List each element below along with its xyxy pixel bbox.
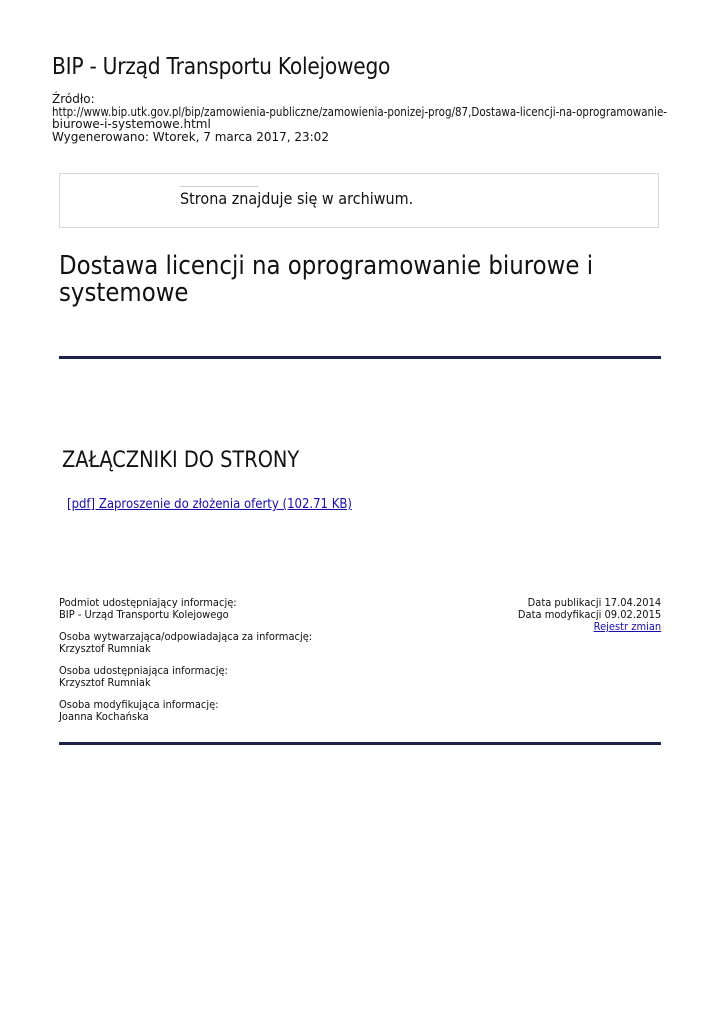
producer-value: Krzysztof Rumniak [59,642,151,655]
archive-notice: Strona znajduje się w archiwum. [180,189,414,208]
source-url-line-1: http://www.bip.utk.gov.pl/bip/zamowienia-publiczne/zamowienia-ponizej-prog/87,Dostawa-licencji-na-oprogramowanie- [52,104,668,119]
generated-timestamp: Wygenerowano: Wtorek, 7 marca 2017, 23:02 [52,129,329,144]
source-info [52,93,692,143]
modifier-group [59,699,312,723]
publisher-label: Osoba udostępniająca informację: [59,664,228,677]
attachment-link-pdf[interactable]: [pdf] Zaproszenie do złożenia oferty (102.71 KB) [67,497,352,512]
metadata-people [59,597,312,733]
subject-group [59,597,312,621]
archive-divider [180,186,258,187]
modification-date: Data modyfikacji 09.02.2015 [517,608,661,621]
changes-register-link[interactable]: Rejestr zmian [593,620,661,633]
modifier-label: Osoba modyfikująca informację: [59,698,219,711]
source-label: Źródło: [52,92,95,106]
top-divider [59,356,661,359]
modifier-value: Joanna Kochańska [59,710,149,723]
publication-date: Data publikacji 17.04.2014 [527,596,661,609]
publisher-group [59,665,312,689]
site-title: BIP - Urząd Transportu Kolejowego [52,54,391,80]
producer-label: Osoba wytwarzająca/odpowiadająca za informację: [59,630,313,643]
source-url-line-2: biurowe-i-systemowe.html [52,117,211,131]
attachments-heading: ZAŁĄCZNIKI DO STRONY [62,448,300,473]
bottom-divider [59,742,661,745]
producer-group [59,631,312,655]
publisher-value: Krzysztof Rumniak [59,676,151,689]
subject-label: Podmiot udostępniający informację: [59,596,237,609]
archive-notice-box [59,173,659,228]
page-title: Dostawa licencji na oprogramowanie biurowe i systemowe [59,251,594,308]
metadata-dates [518,597,661,633]
subject-value: BIP - Urząd Transportu Kolejowego [59,608,229,621]
